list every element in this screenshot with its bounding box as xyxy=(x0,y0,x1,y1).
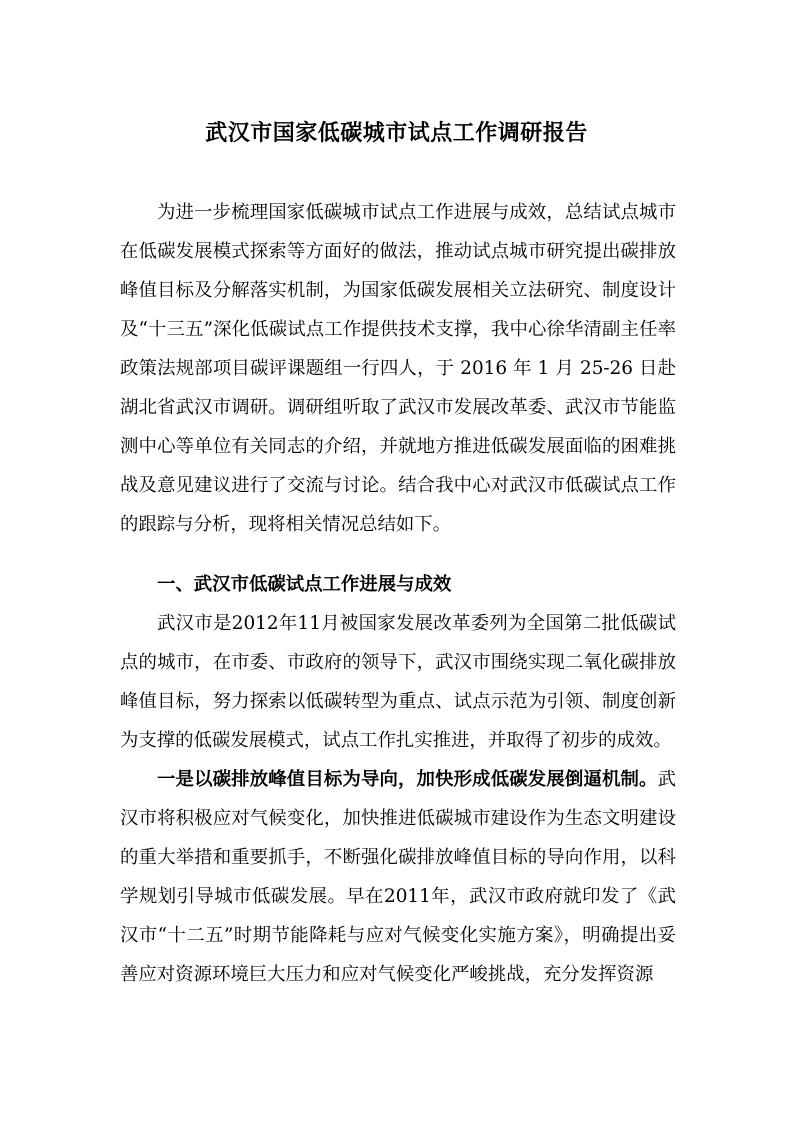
point-lead: 一是以碳排放峰值目标为导向，加快形成低碳发展倒逼机制。 xyxy=(157,769,658,790)
section-paragraph: 武汉市是2012年11月被国家发展改革委列为全国第二批低碳试点的城市，在市委、市政府的领导下，武汉市围绕实现二氧化碳排放峰值目标，努力探索以低碳转型为重点、试点示范为引领、制度创新为支撑的低碳发展模式，试点工作扎实推进，并取得了初步的成效。 xyxy=(120,613,676,751)
point-paragraph xyxy=(120,760,676,994)
document-title: 武汉市国家低碳城市试点工作调研报告 xyxy=(205,119,588,146)
intro-paragraph: 为进一步梳理国家低碳城市试点工作进展与成效，总结试点城市在低碳发展模式探索等方面好的做法，推动试点城市研究提出碳排放峰值目标及分解落实机制，为国家低碳发展相关立法研究、制度设计及“十三五”深化低碳试点工作提供技术支撑，我中心徐华清副主任率政策法规部项目碳评课题组一行四人，于 2016 年 1 月 25-26 日赴湖北省武汉市调研。调研组听取了武汉市发展改革委、武汉市节能监测中心等单位有关同志的介绍，并就地方推进低碳发展面临的困难挑战及意见建议进行了交流与讨论。结合我中心对武汉市低碳试点工作的跟踪与分析，现将相关情况总结如下。 xyxy=(120,202,676,535)
point-text: 武汉市将积极应对气候变化，加快推进低碳城市建设作为生态文明建设的重大举措和重要抓手，不断强化碳排放峰值目标的导向作用，以科学规划引导城市低碳发展。早在2011年，武汉市政府就印发了《武汉市“十二五”时期节能降耗与应对气候变化实施方案》，明确提出妥善应对资源环境巨大压力和应对气候变化严峻挑战，充分发挥资源 xyxy=(120,769,676,985)
section-heading: 一、武汉市低碳试点工作进展与成效 xyxy=(157,574,452,595)
